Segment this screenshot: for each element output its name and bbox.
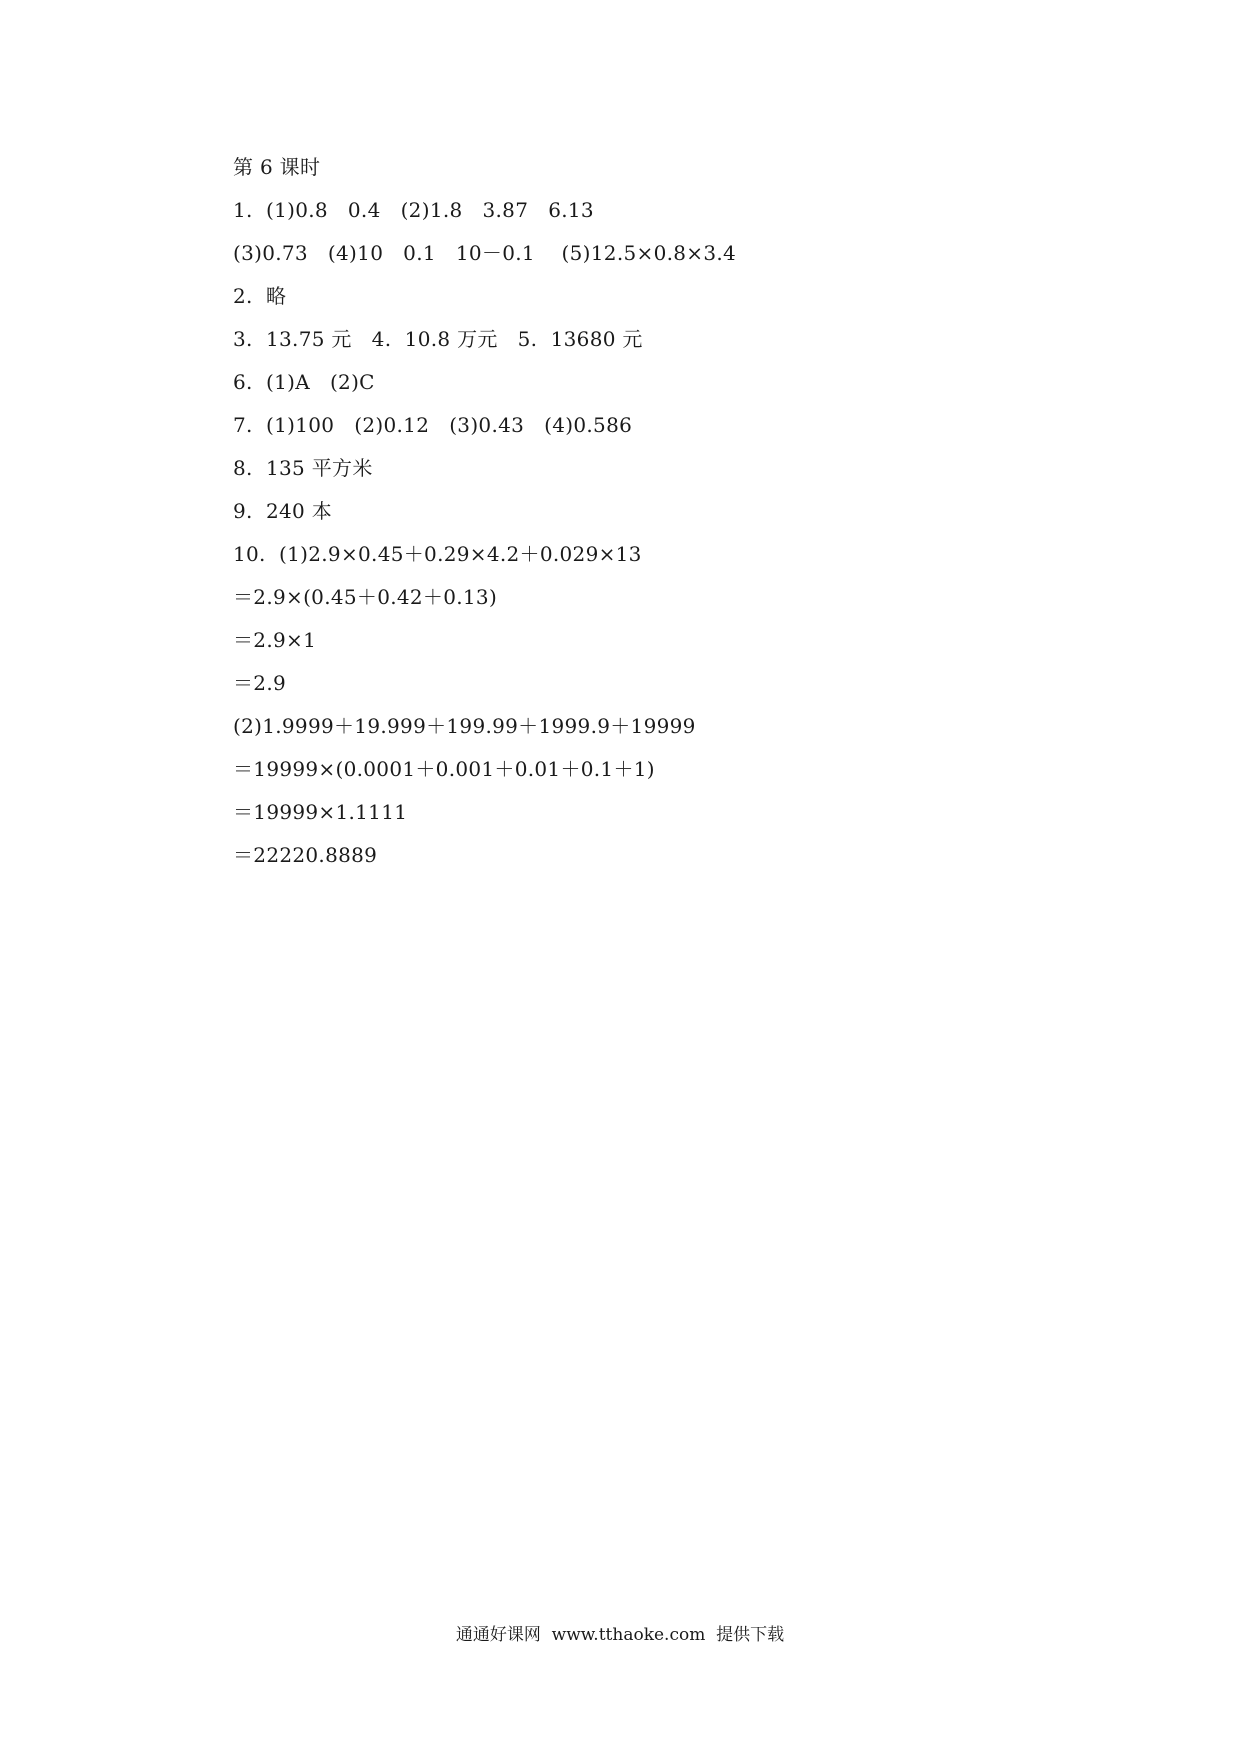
answer-line-9: 9. 240 本 [233,499,333,523]
answer-line-3-4-5: 3. 13.75 元 4. 10.8 万元 5. 13680 元 [233,327,643,351]
calc-step: ＝19999×(0.0001＋0.001＋0.01＋0.1＋1) [233,757,655,781]
answer-line-10-part-2: (2)1.9999＋19.999＋199.99＋1999.9＋19999 [233,714,696,738]
answer-line-6: 6. (1)A (2)C [233,370,375,394]
calc-step: ＝19999×1.1111 [233,800,408,824]
calc-step: ＝2.9×1 [233,628,317,652]
answer-content [233,146,1053,877]
answer-line-2: 2. 略 [233,284,287,308]
footer-source-note: 通通好课网 www.tthaoke.com 提供下载 [455,1625,785,1645]
calc-step: ＝2.9 [233,671,287,695]
answer-line-1: 1. (1)0.8 0.4 (2)1.8 3.87 6.13 [233,198,594,222]
answer-line-8: 8. 135 平方米 [233,456,373,480]
calc-step: ＝22220.8889 [233,843,378,867]
answer-line-1-continued: (3)0.73 (4)10 0.1 10－0.1 (5)12.5×0.8×3.4 [233,241,737,265]
answer-line-7: 7. (1)100 (2)0.12 (3)0.43 (4)0.586 [233,413,633,437]
lesson-title: 第 6 课时 [233,155,321,179]
answer-line-10-part-1: 10. (1)2.9×0.45＋0.29×4.2＋0.029×13 [233,542,642,566]
calc-step: ＝2.9×(0.45＋0.42＋0.13) [233,585,498,609]
